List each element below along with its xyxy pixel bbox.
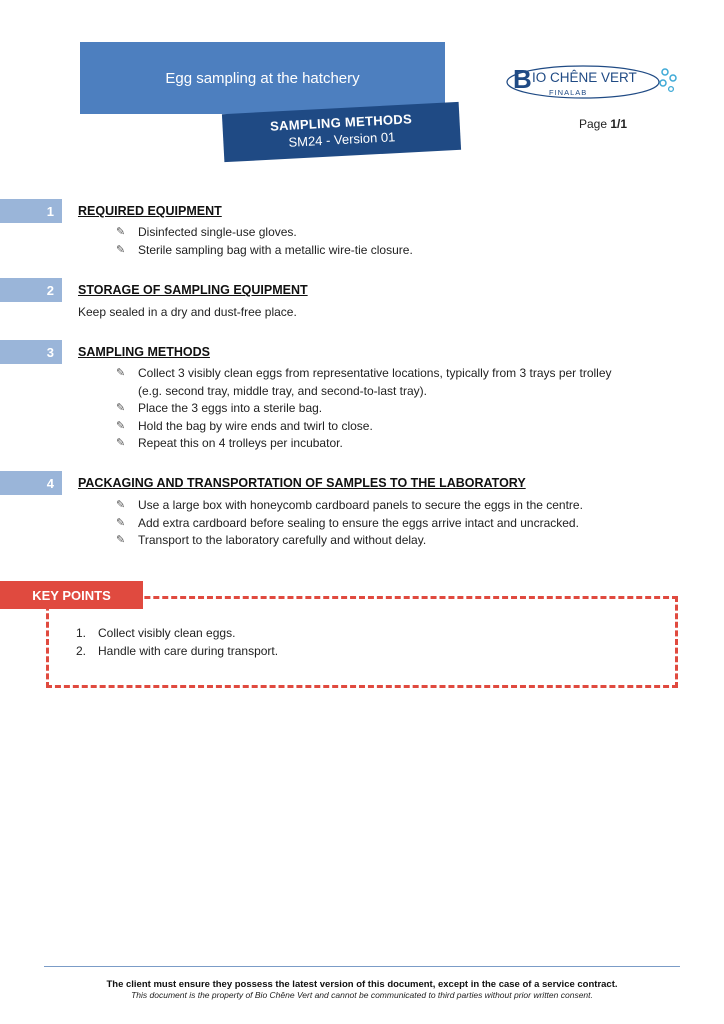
section-1-number: 1 [0,199,62,223]
key-points-list [76,624,278,660]
list-item: ✎ Add extra cardboard before sealing to ensure the eggs arrive intact and uncracked. [116,515,636,533]
list-item: ✎ Hold the bag by wire ends and twirl to close. [116,418,636,436]
list-item: ✎ Collect 3 visibly clean eggs from representative locations, typically from 3 trays per trolley (e.g. second tray, middle tray, and second-to-last tray). [116,366,612,398]
svg-text:IO CHÊNE VERT: IO CHÊNE VERT [532,70,637,85]
svg-text:FINALAB: FINALAB [549,88,588,97]
footer-copyright: This document is the property of Bio Chêne Vert and cannot be communicated to third parties without prior written consent. [131,990,593,1000]
page-indicator: Page 1/1 [579,117,628,131]
methods-label: SAMPLING METHODS [269,111,413,134]
section-4-number: 4 [0,471,62,495]
list-item: ✎ Repeat this on 4 trolleys per incubator. [116,435,636,453]
section-1-title: REQUIRED EQUIPMENT [78,204,222,218]
section-4-bullets [116,497,636,550]
list-item: ✎ Transport to the laboratory carefully and without delay. [116,532,636,550]
section-3-title: SAMPLING METHODS [78,345,210,359]
list-item: ✎ Sterile sampling bag with a metallic wire-tie closure. [116,242,413,260]
document-title-banner [80,42,445,114]
pen-icon: ✎ [116,367,126,379]
pen-icon: ✎ [116,226,126,238]
page-number: 1/1 [610,117,628,131]
pen-icon: ✎ [116,499,126,511]
pen-icon: ✎ [116,243,126,256]
section-4-title: PACKAGING AND TRANSPORTATION OF SAMPLES TO THE LABORATORY [78,476,526,490]
version-label: SM24 - Version 01 [288,129,396,150]
pen-icon: ✎ [116,534,126,546]
section-2-text: Keep sealed in a dry and dust-free place. [78,305,297,319]
list-item: ✎ Disinfected single-use gloves. [116,224,413,242]
list-item: 1. Collect visibly clean eggs. [76,626,236,640]
pen-icon: ✎ [116,516,126,529]
pen-icon: ✎ [116,419,126,432]
footer-divider [44,966,680,967]
key-points-label: KEY POINTS [0,581,143,609]
list-item: ✎ Use a large box with honeycomb cardboard panels to secure the eggs in the centre. [116,497,636,515]
list-item: ✎ Place the 3 eggs into a sterile bag. [116,400,636,418]
svg-text:B: B [513,64,532,94]
section-1-bullets [116,224,413,259]
footer-notice: The client must ensure they possess the latest version of this document, except in the case of a service contract. [106,979,618,990]
pen-icon: ✎ [116,437,126,449]
bio-chene-vert-logo [505,52,685,108]
section-2-title: STORAGE OF SAMPLING EQUIPMENT [78,283,308,297]
section-3-bullets [116,365,636,453]
list-item: 2. Handle with care during transport. [76,644,279,658]
pen-icon: ✎ [116,402,126,414]
section-3-number: 3 [0,340,62,364]
document-title: Egg sampling at the hatchery [165,69,360,87]
section-2-number: 2 [0,278,62,302]
